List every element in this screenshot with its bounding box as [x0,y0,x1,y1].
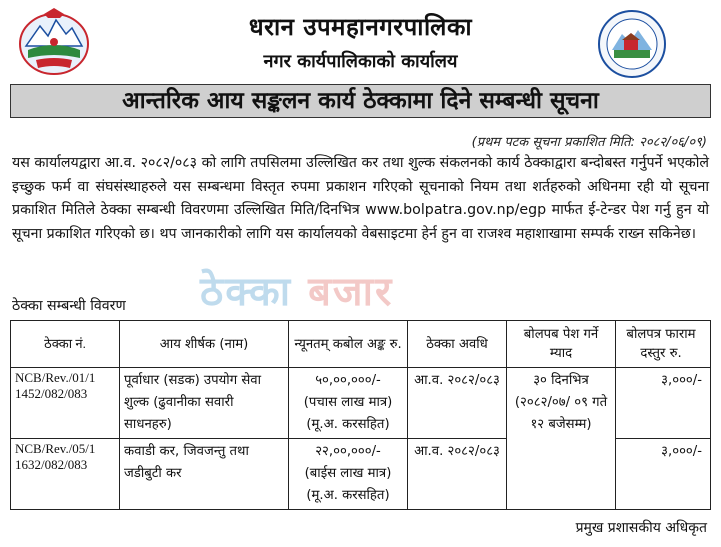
revenue-title: पूर्वाधार (सडक) उपयोग सेवा शुल्क (ढुवानीका सवारी साधनहरु) [120,368,289,439]
col-period: ठेक्का अवधि [408,321,507,368]
table-heading: ठेक्का सम्बन्धी विवरण [12,298,126,314]
watermark-part-1: ठेक्का [200,269,293,315]
notice-title: आन्तरिक आय सङ्कलन कार्य ठेक्कामा दिने सम्बन्धी सूचना [10,84,711,118]
form-fee: ३,०००/- [616,368,711,439]
min-bid-words: (पचास लाख मात्र) [303,395,393,410]
watermark [200,262,393,317]
contract-period: आ.व. २०८२/०८३ [408,368,507,439]
signatory: प्रमुख प्रशासकीय अधिकृत [575,520,707,536]
col-revenue-title: आय शीर्षक (नाम) [120,321,289,368]
col-deadline: बोलपब पेश गर्ने म्याद [507,321,616,368]
office-name: नगर कार्यपालिकाको कार्यालय [263,51,458,72]
min-bid [289,368,408,439]
col-form-fee: बोलपत्र फाराम दस्तुर रु. [616,321,711,368]
contract-period: आ.व. २०८२/०८३ [408,439,507,510]
publication-date: (प्रथम पटक सूचना प्रकाशित मिति: २०८२/०६/०९) [471,135,707,150]
min-bid-words: (बाईस लाख मात्र) [304,466,392,481]
watermark-part-2: बजार [308,269,394,315]
org-name: धरान उपमहानगरपालिका [248,13,473,41]
notice-paragraph: यस कार्यालयद्वारा आ.व. २०८२/०८३ को लागि तपसिलमा उल्लिखित कर तथा शुल्क संकलनको कार्य ठेक्काद्वारा बन्दोबस्त गर्नुपर्ने भएकोले इच्छुक फर्म वा संघसंस्थाहरुले यस सम्बन्धमा विस्तृत रुपमा प्रकाशन गरिएको सूचनाको नियम तथा शर्तहरुको अधिनमा रही यो सूचना प्रकाशित मितिले ठेक्का सम्बन्धी विवरणमा उल्लिखित मिति/दिनभित्र www.bolpatra.gov.np/egp मार्फत ई-टेन्डर पेश गर्नु हुन यो सूचना प्रकाशित गरिएको छ। थप जानकारीको लागि यस कार्यालयको वेबसाइटमा हेर्न हुन वा राजश्व महाशाखामा सम्पर्क राख्न सकिनेछ। [12,155,709,242]
min-bid-note: (मू.अ. करसहित) [306,417,390,432]
contract-details-table [10,320,711,510]
contract-no: NCB/Rev./01/1 1452/082/083 [11,368,120,439]
table-header-row [11,321,711,368]
min-bid-amount: २२,००,०००/- [315,444,381,459]
revenue-title: कवाडी कर, जिवजन्तु तथा जडीबुटी कर [120,439,289,510]
col-min-bid: न्यूनतम् कबोल अङ्क रु. [289,321,408,368]
form-fee: ३,०००/- [616,439,711,510]
min-bid [289,439,408,510]
col-contract-no: ठेक्का नं. [11,321,120,368]
min-bid-amount: ५०,००,०००/- [315,373,381,388]
table-row [11,368,711,439]
contract-no: NCB/Rev./05/1 1632/082/083 [11,439,120,510]
min-bid-note: (मू.अ. करसहित) [306,488,390,503]
submission-deadline: ३० दिनभित्र (२०८२/०७/ ०९ गते १२ बजेसम्म) [507,368,616,510]
